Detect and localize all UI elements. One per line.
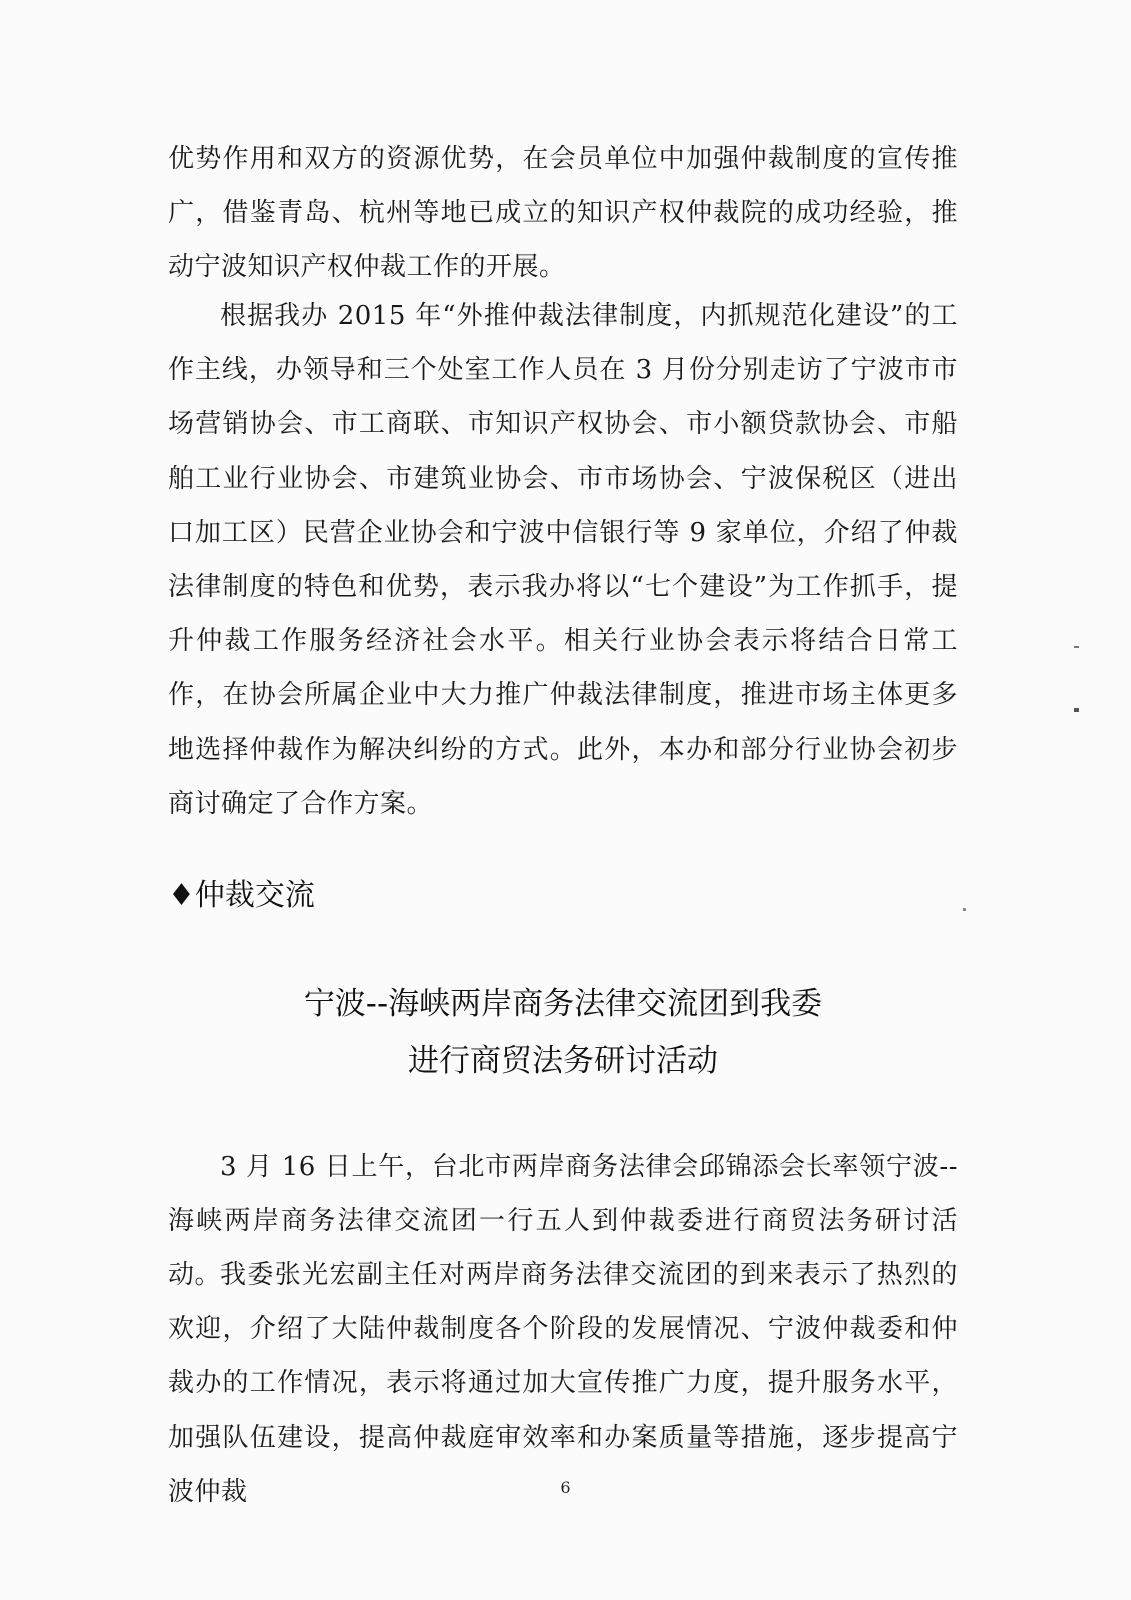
article-title-line-1: 宁波--海峡两岸商务法律交流团到我委 bbox=[303, 986, 823, 1022]
body-paragraph-continuation: 优势作用和双方的资源优势，在会员单位中加强仲裁制度的宣传推广，借鉴青岛、杭州等地已成立的知识产权仲裁院的成功经验，推动宁波知识产权仲裁工作的开展。 bbox=[168, 144, 958, 283]
article-paragraph-welcome: 我委张光宏副主任对两岸商务法律交流团的到来表示了热烈的欢迎，介绍了大陆仲裁制度各个阶段的发展情况、宁波仲裁委和仲裁办的工作情况，表示将通过加大宣传推广力度，提升服务水平，加强队伍建设，提高仲裁庭审效率和办案质量等措施，逐步提高宁波仲裁 bbox=[168, 1260, 958, 1507]
section-heading: ♦仲裁交流 bbox=[168, 878, 315, 913]
article-title bbox=[168, 976, 958, 1090]
scan-speck bbox=[963, 908, 966, 911]
article-title-line-2: 进行商贸法务研讨活动 bbox=[408, 1043, 718, 1079]
body-paragraph-visits: 根据我办 2015 年“外推仲裁法律制度，内抓规范化建设”的工作主线，办领导和三个处室工作人员在 3 月份分别走访了宁波市市场营销协会、市工商联、市知识产权协会、市小额贷款协会、市船舶工业行业协会、市建筑业协会、市市场协会、宁波保税区（进出口加工区）民营企业协会和宁波中信银行等 9 家单位，介绍了仲裁法律制度的特色和优势，表示我办将以“七个建设”为工作抓手，提升仲裁工作服务经济社会水平。相关行业协会表示将结合日常工作，在协会所属企业中大力推广仲裁法律制度，推进市场主体更多地选择仲裁作为解决纠纷的方式。此外，本办和部分行业协会初步商讨确定了合作方案。 bbox=[168, 301, 958, 819]
scan-speck bbox=[1074, 708, 1079, 712]
article-paragraph-intro: 3 月 16 日上午，台北市两岸商务法律会邱锦添会长率领宁波--海峡两岸商务法律交流团一行五人到仲裁委进行商贸法务研讨活动。 bbox=[168, 1152, 958, 1291]
scan-speck bbox=[1074, 646, 1079, 648]
page-number: 6 bbox=[560, 1478, 571, 1497]
